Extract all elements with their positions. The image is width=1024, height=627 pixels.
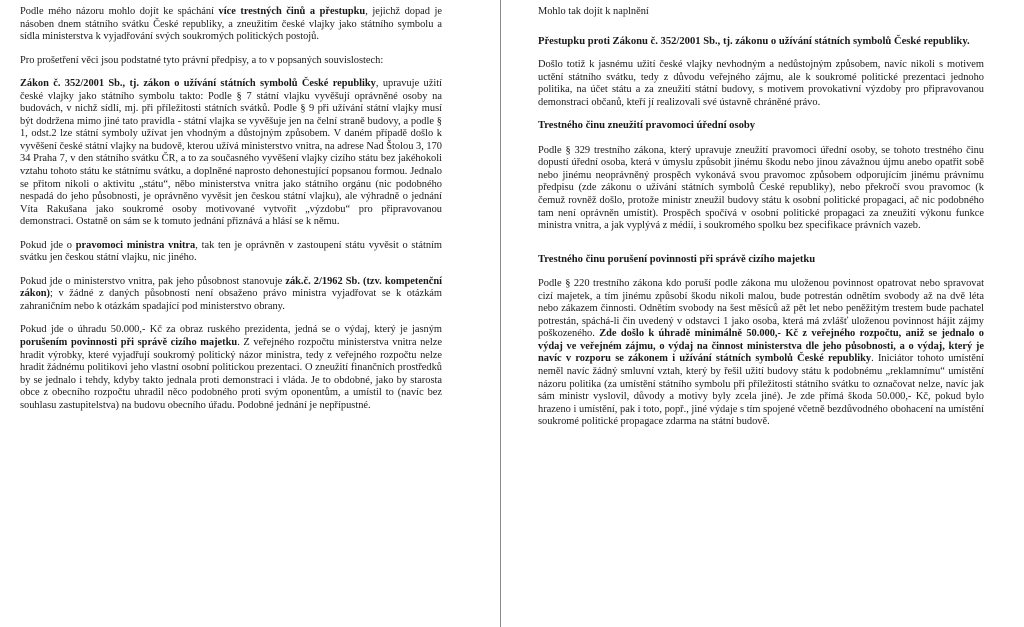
paragraph-offenses: Podle mého názoru mohlo dojít ke spáchání více trestných činů a přestupku, jejichž dopad je násoben dnem státního svátku České republiky, a zneužitím české vlajky jako státního symbolu a sídla ministerstva k vyjadřování svých soukromých politických postojů. xyxy=(20,6,442,43)
paragraph-ministry-competence: Pokud jde o ministerstvo vnitra, pak jeho působnost stanovuje zák.č. 2/1962 Sb. (tzv. kompetenční zákon); v žádné z daných působností není obsaženo právo ministra vyjadřovat se k otázkám zahraničním nebo k otázkám spadající pod ministerstvo obrany. xyxy=(20,275,442,312)
paragraph-minister-powers: Pokud jde o pravomoci ministra vnitra, tak ten je oprávněn v zastoupení státu vyvěsit o státním svátku jen českou státní vlajku, nic jiného. xyxy=(20,239,443,264)
emphasis-offenses: více trestných činů a přestupku xyxy=(218,6,366,17)
heading-asset-breach: Trestného činu porušení povinnosti při správě cizího majetku xyxy=(538,253,816,265)
left-text-column xyxy=(20,6,442,423)
paragraph-abuse-of-power: Podle § 329 trestního zákona, který upravuje zneužití pravomoci úřední osoby, se tohoto trestného činu dopustí úřední osoba, která v úmyslu způsobit jinému škodu nebo jinou závažnou újmu anebo opatřit sobě nebo jinému neoprávněný prospěch vykonává svou pravomoc způsobem odporujícím jinému právnímu předpisu (zde zákonu o užívání státních symbolů České republiky), nebo překročí svou pravomoc (k čemuž rovněž došlo, protože ministr zneužil budovy státu k osobní politické propagaci, ač nic podobného tam není oprávněn umístit). Prospěch spočívá v osobní politické propagaci za zneužití výkonu funkce ministra vnitra, a jak vyplývá z médií, i soukromého spolku bez specifikace právních vazeb. xyxy=(538,144,984,232)
left-page xyxy=(0,0,500,627)
paragraph-intro: Mohlo tak dojít k naplnění xyxy=(538,6,649,17)
paragraph-legal-basis: Pro prošetření věci jsou podstatné tyto právní předpisy, a to v popsaných souvislostech: xyxy=(20,54,384,66)
emphasis-competence-law: zák.č. 2/1962 Sb. (tzv. kompetenční zákon) xyxy=(20,275,442,300)
paragraph-flag-misuse: Došlo totiž k jasnému užití české vlajky nevhodným a nedůstojným způsobem, navíc nikoli s motivem uctění státního svátku, tedy z důvodu veřejného zájmu, ale k soukromé politické prezentaci jednoho politika, na účet státu a za zneužití státní budovy, s motivem provokativní výzdoby pro připravovanou demonstraci občanů, kteří jí realizovali své ústavně chráněné právo. xyxy=(538,59,984,108)
page-divider xyxy=(500,0,501,627)
paragraph-asset-breach: Podle § 220 trestního zákona kdo poruší podle zákona mu uloženou povinnost opatrovat nebo spravovat cizí majetek, a tím jinému způsobí škodu nikoli malou, bude potrestán odnětím svobody až na dvě léta nebo zákazem činnosti. Odnětím svobody na šest měsíců až pět let nebo peněžitým trestem bude pachatel potrestán, spáchá-li čin uvedený v odstavci 1 jako osoba, která má zvlášť uloženou povinnost hájit zájmy poškozeného. Zde došlo k úhradě minimálně 50.000,- Kč z veřejného rozpočtu, aniž se jednalo o výdaj ve veřejném zájmu, o výdaj na činnost ministerstva dle jeho působnosti, a o výdaj, který je navíc v rozporu se zákonem i užívání státních symbolů České republiky. Iniciátor tohoto umístění neměl navíc žádný smluvní vztah, který by řešil užití budovy státu k podobnému „reklamnímu“ umístění názoru politika (za umístění státního symbolu při příležitosti státního svátku to označovat nelze, navíc jak sám ministr vyslovil, důvody a motivy byly zcela jiné). Je zde přímá škoda 50.000,- Kč, pokud bylo hrazeno i umístění, pak i toto, popř., jiné výdaje s tím spojené včetně bezdůvodného obohacení na umístění soukromé politické propagace zdarma na státní budově. xyxy=(538,278,985,428)
emphasis-breach: porušením povinnosti při správě cizího majetku xyxy=(20,337,238,349)
emphasis-law-352: Zákon č. 352/2001 Sb., tj. zákon o užívání státních symbolů České republiky xyxy=(20,78,376,90)
right-text-column xyxy=(538,6,984,440)
paragraph-flag-law: Zákon č. 352/2001 Sb., tj. zákon o užívání státních symbolů České republiky, upravuje užití české vlajky jako státního symbolu takto: Podle § 7 státní vlajku vyvěšují oprávněné osoby na budovách, v nichž sídlí, mj. při příležitosti státních svátků. Podle § 9 při užívání státní vlajky musí být dodržena mimo jiné tato pravidla - státní vlajka se vyvěšuje jen na čelní straně budovy, a podle § 1, odst.2 lze státní symboly užívat jen vhodným a důstojným způsobem. V daném případě došlo k vyvěšení české státní vlajky na budově, kterou užívá ministerstvo vnitra, na adrese Nad Štolou 3, 170 34 Praha 7, v den státního svátku ČR, a to za současného vyvěšení vlajky cizího státu bez jakéhokoli vztahu tohoto státu ke státnímu svátku, a doplněné naprosto dehonestující popsanou formou. Jednalo se přitom nikoli o aktivitu „státu“, něbo ministerstva vnitra jako státního orgánu (nic podobného nespadá do jeho působnosti, je oprávněno vyvěsit jen českou státní vlajku), ale výhradně o jednání Víta Rakušana jako soukromé osoby motivované vytvořit „výzdobu“ pro připravovanou demonstraci. Ostatně on sám se k tomuto jednání přiznává a hlásí se k němu. xyxy=(20,78,442,228)
paragraph-payment: Pokud jde o úhradu 50.000,- Kč za obraz ruského prezidenta, jedná se o výdaj, který je jasným porušením povinnosti při správě cizího majetku. Z veřejného rozpočtu ministerstva vnitra nelze hradit výrobky, které vyjadřují soukromý politický názor ministra, tedy z veřejného rozpočtu nelze hradit žádnému politikovi jeho vlastní osobní politickou prezentaci. O zneužití finančních prostředků by se jednalo i tehdy, kdyby takto jednala proti demonstraci i vláda. Je to obdobné, jako by starosta obce z obecního rozpočtu uhradil něco podobného proti svým oponentům, a umístil to (navíc bez souhlasu zastupitelstva) na budovu obecního úřadu. Podobné jednání je nepřípustné. xyxy=(20,324,443,411)
emphasis-minister-powers: pravomoci ministra vnitra xyxy=(75,239,196,251)
heading-abuse-of-power: Trestného činu zneužití pravomoci úřední osoby xyxy=(538,120,756,132)
emphasis-payment: Zde došlo k úhradě minimálně 50.000,- Kč z veřejného rozpočtu, aniž se jednalo o výdaj ve veřejném zájmu, o výdaj na činnost ministerstva dle jeho působnosti, a o výdaj, který je navíc v rozporu se zákonem i užívání státních symbolů České republiky xyxy=(538,328,984,365)
heading-offense-flag-law: Přestupku proti Zákonu č. 352/2001 Sb., tj. zákonu o užívání státních symbolů České republiky. xyxy=(538,35,970,47)
right-page xyxy=(502,0,1024,627)
